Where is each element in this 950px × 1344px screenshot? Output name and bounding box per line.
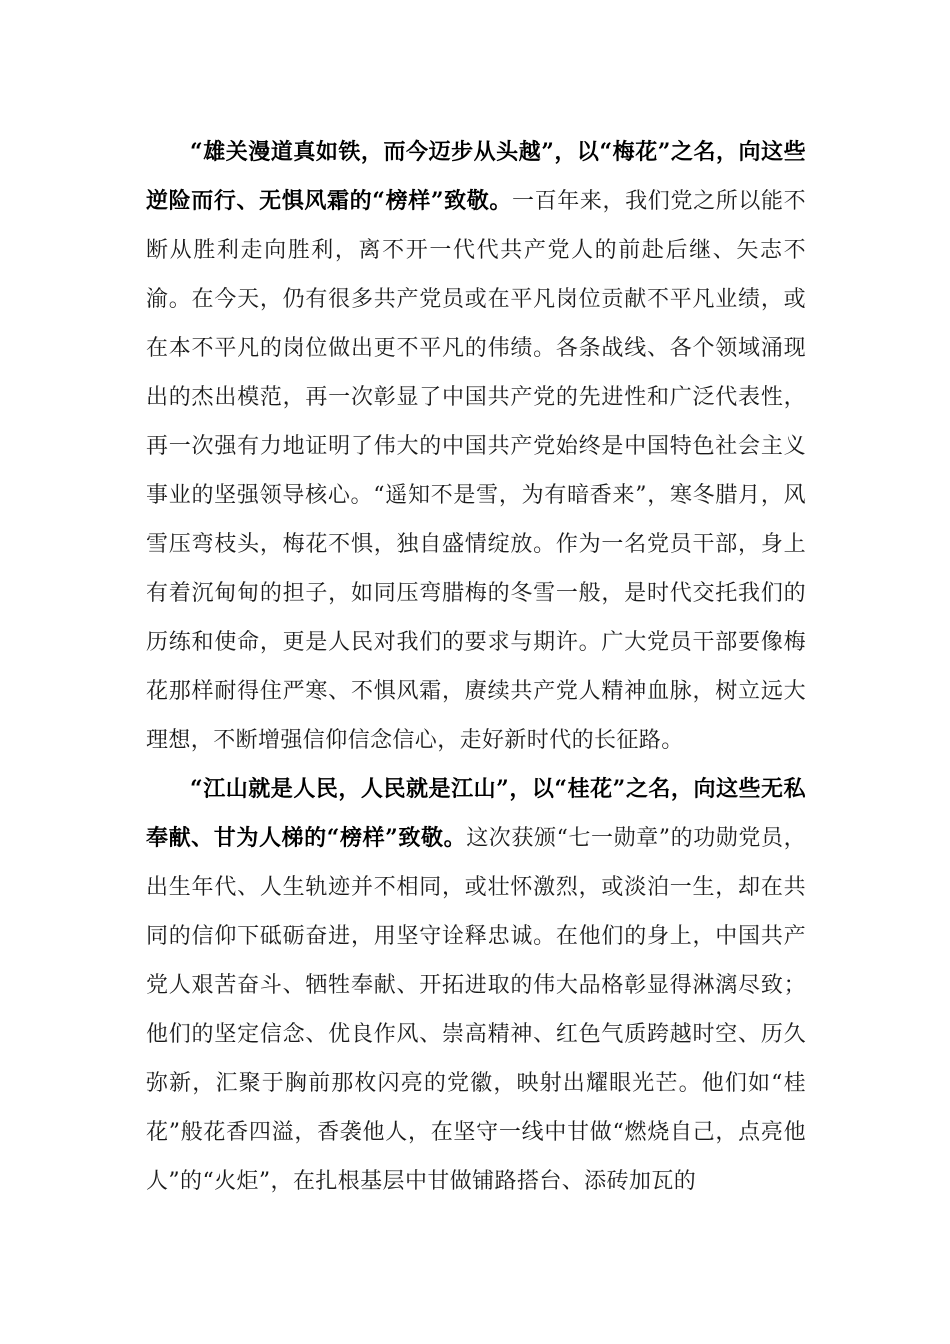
paragraph-body-text: 这次获颁“七一勋章”的功勋党员，出生年代、人生轨迹并不相同，或壮怀激烈，或淡泊一生，却在共同的信仰下砥砺奋进，用坚守诠释忠诚。在他们的身上，中国共产党人艰苦奋斗、牺牲奉献、开拓进取的伟大品格彰显得淋漓尽致；他们的坚定信念、优良作风、崇高精神、红色气质跨越时空、历久弥新，汇聚于胸前那枚闪亮的党徽，映射出耀眼光芒。他们如“桂花”般花香四溢，香袭他人，在坚守一线中甘做“燃烧自己，点亮他人”的“火炬”，在扎根基层中甘做铺路搭台、添砖加瓦的 <box>146 826 806 1194</box>
document-body <box>146 128 806 1206</box>
paragraph-lead-bold: “雄关漫道真如铁，而今迈步从头越”，以“梅花”之名，向这些逆险而行、无惧风霜的“榜样”致敬。 <box>146 139 806 214</box>
paragraph-guihua <box>146 765 806 1206</box>
paragraph-meihua <box>146 128 806 765</box>
paragraph-body-text: 一百年来，我们党之所以能不断从胜利走向胜利，离不开一代代共产党人的前赴后继、矢志不渝。在今天，仍有很多共产党员或在平凡岗位贡献不平凡业绩，或在本不平凡的岗位做出更不平凡的伟绩。各条战线、各个领域涌现出的杰出模范，再一次彰显了中国共产党的先进性和广泛代表性，再一次强有力地证明了伟大的中国共产党始终是中国特色社会主义事业的坚强领导核心。“遥知不是雪，为有暗香来”，寒冬腊月，风雪压弯枝头，梅花不惧，独自盛情绽放。作为一名党员干部，身上有着沉甸甸的担子，如同压弯腊梅的冬雪一般，是时代交托我们的历练和使命，更是人民对我们的要求与期许。广大党员干部要像梅花那样耐得住严寒、不惧风霜，赓续共产党人精神血脉，树立远大理想，不断增强信仰信念信心，走好新时代的长征路。 <box>146 189 806 753</box>
paragraph-lead-bold: “江山就是人民，人民就是江山”，以“桂花”之名，向这些无私奉献、甘为人梯的“榜样”致敬。 <box>146 776 806 851</box>
